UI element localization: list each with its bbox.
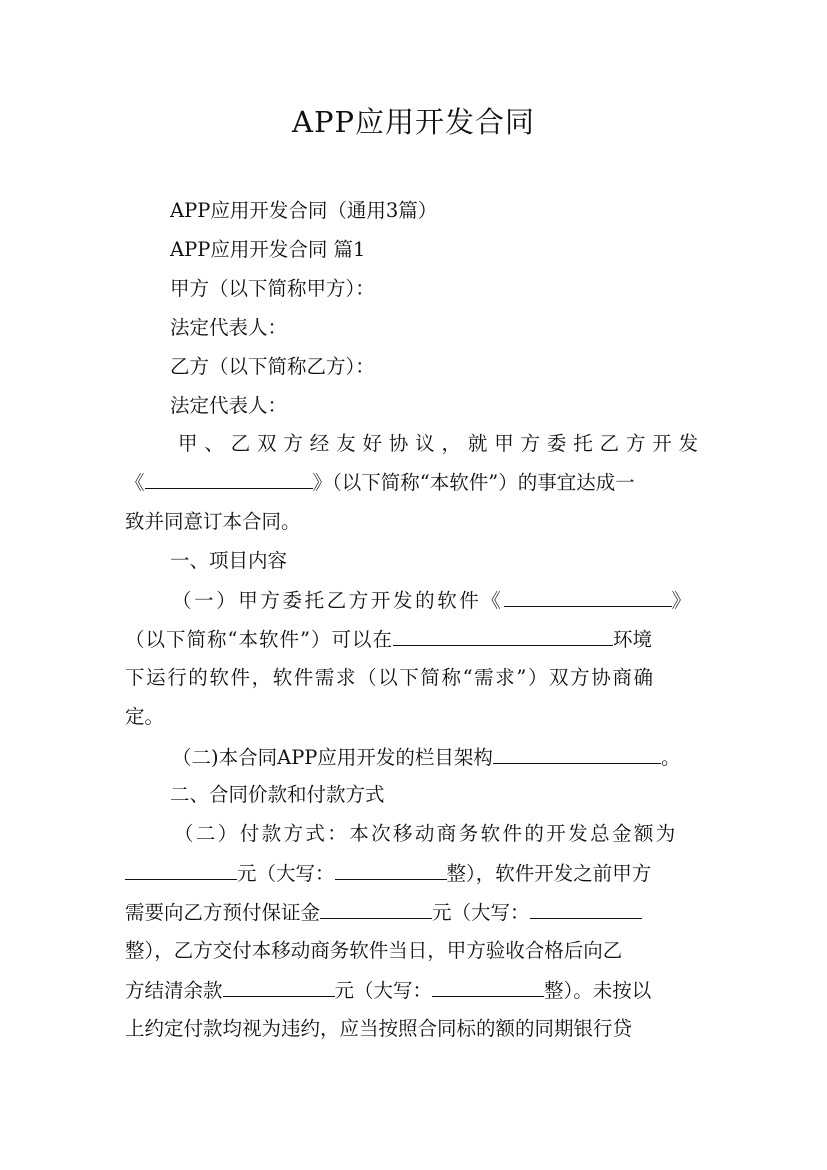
paragraph-line: 上约定付款均视为违约，应当按照合同标的额的同期银行贷 — [125, 1017, 633, 1040]
paragraph-line: 定。 — [125, 705, 165, 728]
paragraph-line: 整），乙方交付本移动商务软件当日，甲方验收合格后向乙 — [125, 939, 623, 962]
paragraph-line — [125, 470, 635, 495]
fill-blank — [320, 900, 432, 919]
text-segment: 环境 — [612, 628, 652, 651]
paragraph-line: 致并同意订本合同。 — [125, 510, 301, 533]
fill-blank — [504, 588, 672, 607]
fill-blank — [393, 627, 613, 646]
text-segment: 需要向乙方预付保证金 — [125, 901, 321, 924]
section-heading: APP应用开发合同 篇1 — [170, 238, 366, 261]
text-segment: （二)本合同APP应用开发的栏目架构 — [172, 746, 493, 769]
party-b-rep-line: 法定代表人： — [170, 394, 288, 417]
paragraph-line — [172, 588, 691, 613]
text-segment: 》（以下简称“本软件”）的事宜达成一 — [312, 471, 635, 494]
section-heading: 二、合同价款和付款方式 — [170, 783, 385, 806]
text-segment: 》 — [671, 589, 692, 612]
party-b-line: 乙方（以下简称乙方）： — [170, 355, 375, 378]
party-a-line: 甲方（以下简称甲方）： — [170, 277, 375, 300]
text-segment: 《 — [125, 471, 145, 494]
fill-blank — [530, 900, 642, 919]
section-heading: 一、项目内容 — [170, 549, 288, 572]
subtitle-line: APP应用开发合同（通用3篇） — [170, 199, 438, 222]
fill-blank — [145, 470, 313, 489]
text-segment: 元（大写： — [432, 901, 530, 924]
paragraph-line — [172, 745, 680, 770]
text-segment: 元（大写： — [237, 862, 335, 885]
text-segment: 方结清余款 — [125, 979, 223, 1002]
text-segment: （以下简称“本软件”）可以在 — [125, 628, 393, 651]
text-segment: 整），软件开发之前甲方 — [446, 862, 652, 885]
fill-blank — [432, 978, 544, 997]
text-segment: 整）。未按以 — [544, 979, 652, 1002]
fill-blank — [335, 861, 447, 880]
paragraph-line — [125, 627, 652, 652]
text-segment: 元（大写： — [334, 979, 433, 1002]
paragraph-line — [125, 900, 642, 925]
document-title: APP应用开发合同 — [292, 105, 535, 139]
fill-blank — [125, 861, 237, 880]
paragraph-line: 甲、乙双方经友好协议，就甲方委托乙方开发 — [178, 432, 706, 455]
paragraph-line: （二）付款方式：本次移动商务软件的开发总金额为 — [174, 822, 678, 845]
paragraph-line — [125, 978, 651, 1003]
text-segment: 。 — [660, 746, 681, 769]
fill-blank — [493, 745, 661, 764]
paragraph-line: 下运行的软件，软件需求（以下简称“需求”）双方协商确 — [125, 666, 655, 689]
fill-blank — [223, 978, 335, 997]
text-segment: （一）甲方委托乙方开发的软件《 — [172, 589, 504, 612]
paragraph-line — [125, 861, 651, 886]
party-a-rep-line: 法定代表人： — [170, 316, 288, 339]
